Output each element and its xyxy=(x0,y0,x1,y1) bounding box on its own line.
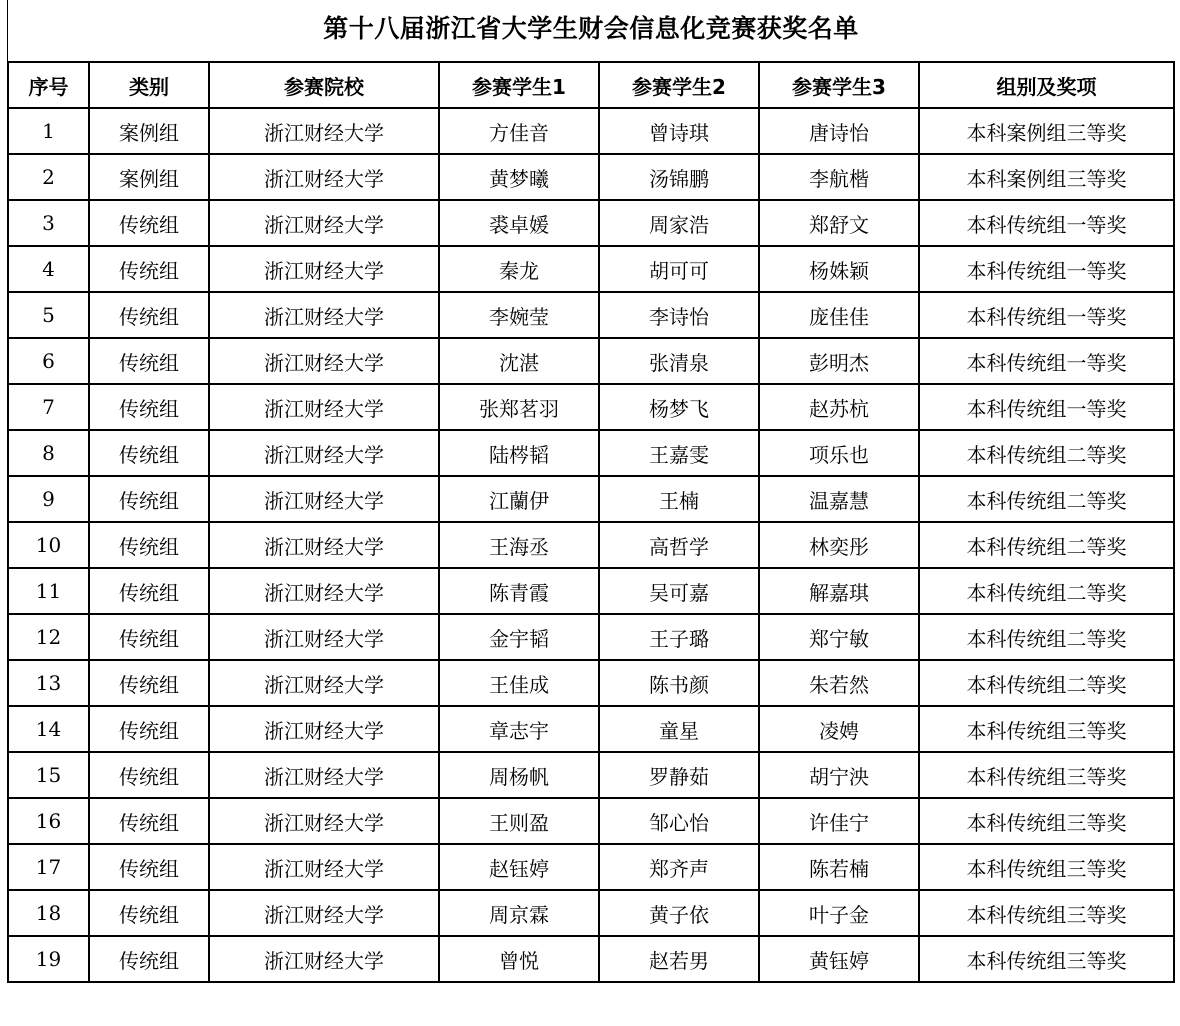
cell-category: 传统组 xyxy=(89,200,209,246)
cell-category: 传统组 xyxy=(89,568,209,614)
cell-student2: 郑齐声 xyxy=(599,844,759,890)
cell-student2: 王嘉雯 xyxy=(599,430,759,476)
table-body xyxy=(8,108,1174,982)
cell-student2: 黄子依 xyxy=(599,890,759,936)
cell-student3: 许佳宁 xyxy=(759,798,919,844)
cell-award: 本科传统组三等奖 xyxy=(919,890,1174,936)
cell-category: 传统组 xyxy=(89,522,209,568)
cell-student1: 秦龙 xyxy=(439,246,599,292)
cell-school: 浙江财经大学 xyxy=(209,522,439,568)
cell-award: 本科传统组二等奖 xyxy=(919,430,1174,476)
cell-award: 本科传统组一等奖 xyxy=(919,338,1174,384)
cell-student3: 黄钰婷 xyxy=(759,936,919,982)
cell-student2: 胡可可 xyxy=(599,246,759,292)
cell-seq: 2 xyxy=(8,154,89,200)
header-student1: 参赛学生1 xyxy=(439,62,599,108)
cell-school: 浙江财经大学 xyxy=(209,246,439,292)
cell-student2: 童星 xyxy=(599,706,759,752)
cell-seq: 17 xyxy=(8,844,89,890)
table-row xyxy=(8,384,1174,430)
table-row xyxy=(8,798,1174,844)
table-row xyxy=(8,522,1174,568)
cell-seq: 1 xyxy=(8,108,89,154)
cell-school: 浙江财经大学 xyxy=(209,844,439,890)
table-row xyxy=(8,246,1174,292)
cell-seq: 18 xyxy=(8,890,89,936)
cell-seq: 10 xyxy=(8,522,89,568)
cell-student2: 王子璐 xyxy=(599,614,759,660)
cell-student2: 周家浩 xyxy=(599,200,759,246)
table-row xyxy=(8,292,1174,338)
cell-student1: 周京霖 xyxy=(439,890,599,936)
header-award: 组别及奖项 xyxy=(919,62,1174,108)
cell-seq: 6 xyxy=(8,338,89,384)
cell-award: 本科案例组三等奖 xyxy=(919,154,1174,200)
header-category: 类别 xyxy=(89,62,209,108)
cell-student3: 凌娉 xyxy=(759,706,919,752)
cell-school: 浙江财经大学 xyxy=(209,292,439,338)
cell-seq: 13 xyxy=(8,660,89,706)
award-table xyxy=(7,61,1175,983)
cell-school: 浙江财经大学 xyxy=(209,108,439,154)
cell-student2: 汤锦鹏 xyxy=(599,154,759,200)
cell-seq: 12 xyxy=(8,614,89,660)
cell-school: 浙江财经大学 xyxy=(209,798,439,844)
cell-award: 本科传统组一等奖 xyxy=(919,246,1174,292)
table-row xyxy=(8,660,1174,706)
cell-student1: 王则盈 xyxy=(439,798,599,844)
cell-award: 本科传统组二等奖 xyxy=(919,660,1174,706)
cell-school: 浙江财经大学 xyxy=(209,338,439,384)
cell-student1: 江蘭伊 xyxy=(439,476,599,522)
header-student2: 参赛学生2 xyxy=(599,62,759,108)
cell-student3: 彭明杰 xyxy=(759,338,919,384)
cell-category: 传统组 xyxy=(89,890,209,936)
cell-student1: 金宇韬 xyxy=(439,614,599,660)
cell-award: 本科传统组一等奖 xyxy=(919,292,1174,338)
cell-seq: 11 xyxy=(8,568,89,614)
cell-category: 传统组 xyxy=(89,660,209,706)
cell-award: 本科传统组三等奖 xyxy=(919,798,1174,844)
cell-school: 浙江财经大学 xyxy=(209,614,439,660)
table-row xyxy=(8,154,1174,200)
cell-category: 案例组 xyxy=(89,108,209,154)
cell-student2: 罗静茹 xyxy=(599,752,759,798)
cell-category: 传统组 xyxy=(89,430,209,476)
cell-award: 本科传统组二等奖 xyxy=(919,614,1174,660)
cell-seq: 16 xyxy=(8,798,89,844)
header-student3: 参赛学生3 xyxy=(759,62,919,108)
cell-student3: 庞佳佳 xyxy=(759,292,919,338)
cell-category: 传统组 xyxy=(89,246,209,292)
cell-award: 本科案例组三等奖 xyxy=(919,108,1174,154)
cell-student3: 朱若然 xyxy=(759,660,919,706)
cell-student2: 高哲学 xyxy=(599,522,759,568)
cell-award: 本科传统组三等奖 xyxy=(919,936,1174,982)
cell-school: 浙江财经大学 xyxy=(209,660,439,706)
table-row xyxy=(8,476,1174,522)
cell-school: 浙江财经大学 xyxy=(209,384,439,430)
cell-student1: 王佳成 xyxy=(439,660,599,706)
cell-category: 传统组 xyxy=(89,844,209,890)
table-header-row xyxy=(8,62,1174,108)
cell-student3: 陈若楠 xyxy=(759,844,919,890)
cell-seq: 15 xyxy=(8,752,89,798)
cell-student3: 温嘉慧 xyxy=(759,476,919,522)
table-row xyxy=(8,706,1174,752)
cell-student1: 王海丞 xyxy=(439,522,599,568)
cell-seq: 14 xyxy=(8,706,89,752)
cell-student1: 陈青霞 xyxy=(439,568,599,614)
cell-student1: 章志宇 xyxy=(439,706,599,752)
cell-student3: 叶子金 xyxy=(759,890,919,936)
cell-student3: 胡宁泱 xyxy=(759,752,919,798)
cell-student2: 李诗怡 xyxy=(599,292,759,338)
cell-student1: 黄梦曦 xyxy=(439,154,599,200)
cell-student3: 赵苏杭 xyxy=(759,384,919,430)
cell-student1: 裘卓媛 xyxy=(439,200,599,246)
cell-school: 浙江财经大学 xyxy=(209,154,439,200)
table-row xyxy=(8,430,1174,476)
cell-award: 本科传统组二等奖 xyxy=(919,476,1174,522)
cell-student3: 李航楷 xyxy=(759,154,919,200)
table-row xyxy=(8,890,1174,936)
cell-school: 浙江财经大学 xyxy=(209,936,439,982)
cell-seq: 7 xyxy=(8,384,89,430)
cell-seq: 4 xyxy=(8,246,89,292)
cell-school: 浙江财经大学 xyxy=(209,476,439,522)
cell-student1: 陆梣韬 xyxy=(439,430,599,476)
cell-student1: 沈湛 xyxy=(439,338,599,384)
cell-category: 传统组 xyxy=(89,476,209,522)
cell-category: 传统组 xyxy=(89,936,209,982)
table-row xyxy=(8,614,1174,660)
cell-seq: 3 xyxy=(8,200,89,246)
cell-student2: 赵若男 xyxy=(599,936,759,982)
cell-student3: 项乐也 xyxy=(759,430,919,476)
cell-category: 案例组 xyxy=(89,154,209,200)
cell-student2: 邹心怡 xyxy=(599,798,759,844)
cell-seq: 19 xyxy=(8,936,89,982)
cell-student1: 张郑茗羽 xyxy=(439,384,599,430)
cell-student2: 王楠 xyxy=(599,476,759,522)
table-row xyxy=(8,752,1174,798)
table-row xyxy=(8,108,1174,154)
cell-award: 本科传统组三等奖 xyxy=(919,844,1174,890)
cell-category: 传统组 xyxy=(89,338,209,384)
cell-student2: 张清泉 xyxy=(599,338,759,384)
cell-seq: 5 xyxy=(8,292,89,338)
cell-category: 传统组 xyxy=(89,798,209,844)
table-row xyxy=(8,936,1174,982)
cell-award: 本科传统组三等奖 xyxy=(919,706,1174,752)
cell-seq: 8 xyxy=(8,430,89,476)
table-row xyxy=(8,200,1174,246)
cell-seq: 9 xyxy=(8,476,89,522)
cell-student1: 方佳音 xyxy=(439,108,599,154)
table-row xyxy=(8,844,1174,890)
cell-school: 浙江财经大学 xyxy=(209,568,439,614)
table-row xyxy=(8,568,1174,614)
cell-student2: 吴可嘉 xyxy=(599,568,759,614)
cell-school: 浙江财经大学 xyxy=(209,706,439,752)
cell-award: 本科传统组一等奖 xyxy=(919,384,1174,430)
cell-student3: 解嘉琪 xyxy=(759,568,919,614)
header-seq: 序号 xyxy=(8,62,89,108)
cell-student2: 陈书颜 xyxy=(599,660,759,706)
cell-category: 传统组 xyxy=(89,706,209,752)
cell-school: 浙江财经大学 xyxy=(209,430,439,476)
cell-student3: 杨姝颖 xyxy=(759,246,919,292)
cell-category: 传统组 xyxy=(89,384,209,430)
cell-student2: 曾诗琪 xyxy=(599,108,759,154)
cell-student3: 唐诗怡 xyxy=(759,108,919,154)
cell-award: 本科传统组二等奖 xyxy=(919,522,1174,568)
cell-student1: 周杨帆 xyxy=(439,752,599,798)
cell-award: 本科传统组三等奖 xyxy=(919,752,1174,798)
cell-student1: 曾悦 xyxy=(439,936,599,982)
cell-student3: 郑舒文 xyxy=(759,200,919,246)
cell-student1: 赵钰婷 xyxy=(439,844,599,890)
cell-school: 浙江财经大学 xyxy=(209,890,439,936)
cell-school: 浙江财经大学 xyxy=(209,752,439,798)
cell-student2: 杨梦飞 xyxy=(599,384,759,430)
cell-award: 本科传统组二等奖 xyxy=(919,568,1174,614)
cell-category: 传统组 xyxy=(89,614,209,660)
header-school: 参赛院校 xyxy=(209,62,439,108)
cell-award: 本科传统组一等奖 xyxy=(919,200,1174,246)
cell-student3: 郑宁敏 xyxy=(759,614,919,660)
cell-student3: 林奕彤 xyxy=(759,522,919,568)
table-row xyxy=(8,338,1174,384)
page-title: 第十八届浙江省大学生财会信息化竞赛获奖名单 xyxy=(323,14,859,43)
cell-category: 传统组 xyxy=(89,292,209,338)
cell-student1: 李婉莹 xyxy=(439,292,599,338)
cell-school: 浙江财经大学 xyxy=(209,200,439,246)
cell-category: 传统组 xyxy=(89,752,209,798)
